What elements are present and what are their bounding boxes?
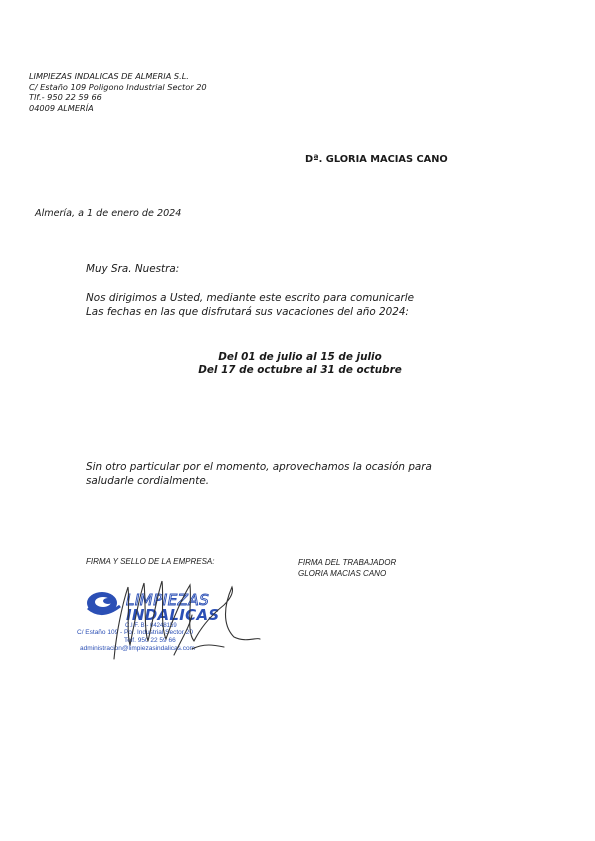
- company-signature-label: FIRMA Y SELLO DE LA EMPRESA:: [86, 557, 215, 566]
- worker-signature-block: [298, 557, 396, 579]
- sender-phone: Tlf.- 950 22 59 66: [29, 92, 102, 102]
- body-line: Las fechas en las que disfrutará sus vacaciones del año 2024:: [86, 305, 409, 318]
- stamp-address: C/ Estaño 109 - Pol. Industrial Sector 20: [77, 629, 193, 636]
- vacation-period: Del 17 de octubre al 31 de octubre: [198, 364, 402, 376]
- closing-line: saludarle cordialmente.: [86, 474, 210, 487]
- stamp-phone: Telf. 950 22 59 66: [124, 637, 176, 644]
- salutation: Muy Sra. Nuestra:: [86, 263, 180, 275]
- stamp-brand-line2: INDALICAS: [126, 606, 220, 624]
- closing-text: [86, 461, 432, 488]
- letter-body: [86, 292, 414, 319]
- worker-name: GLORIA MACIAS CANO: [298, 569, 387, 578]
- vacation-period: Del 01 de julio al 15 de julio: [218, 351, 382, 363]
- sender-company: LIMPIEZAS INDALICAS DE ALMERIA S.L.: [29, 71, 189, 81]
- stamp-brand-line1: LIMPIEZAS: [126, 591, 210, 609]
- sender-street: C/ Estaño 109 Poligono Industrial Sector 20: [29, 81, 207, 92]
- closing-line: Sin otro particular por el momento, aprovechamos la ocasión para: [86, 461, 432, 473]
- sender-city: 04009 ALMERÍA: [29, 102, 94, 113]
- stamp-cif: C.I.F. B - 04248159: [125, 623, 177, 629]
- stamp-email: administracion@limpiezasindalicas.com: [80, 645, 195, 652]
- body-line: Nos dirigimos a Usted, mediante este escrito para comunicarle: [86, 292, 415, 304]
- company-stamp: [74, 575, 264, 660]
- recipient-name: Dª. GLORIA MACIAS CANO: [305, 154, 448, 165]
- worker-signature-label: FIRMA DEL TRABAJADOR: [298, 558, 397, 567]
- vacation-periods: [150, 351, 450, 377]
- place-date: Almería, a 1 de enero de 2024: [35, 208, 182, 219]
- sender-address-block: [29, 71, 207, 113]
- company-logo-icon: [87, 592, 120, 614]
